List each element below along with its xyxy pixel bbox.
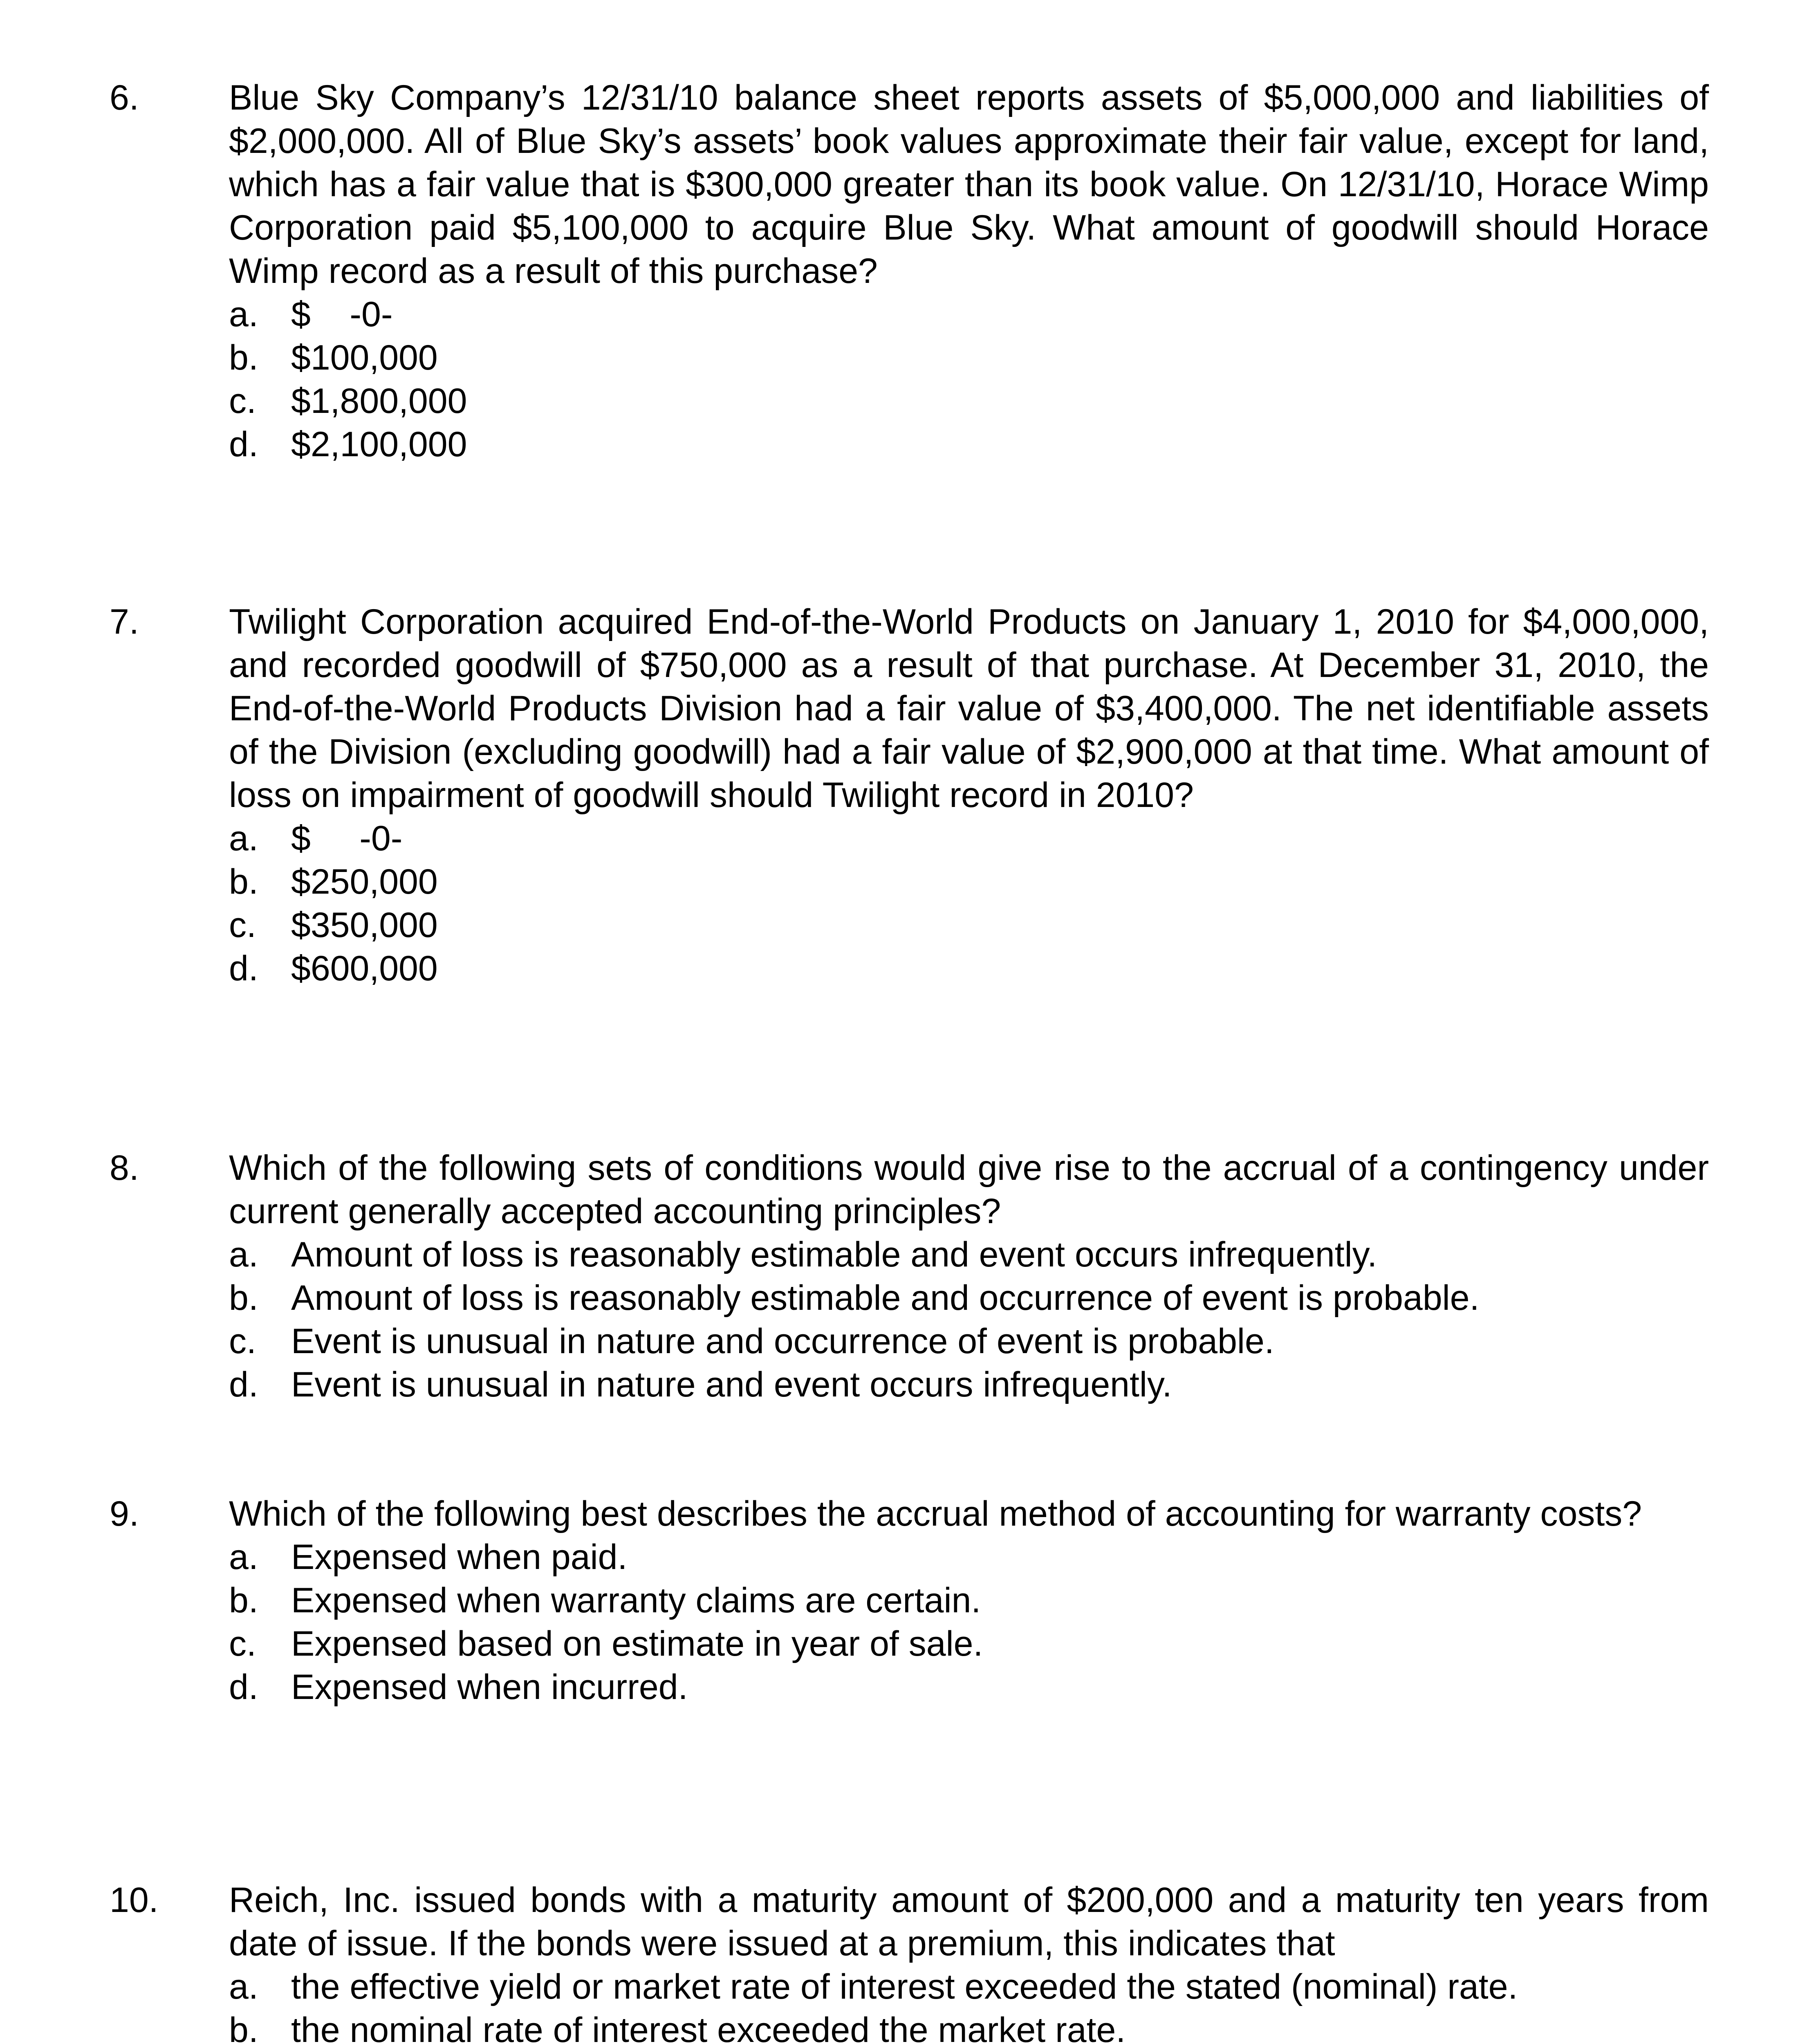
answer-options — [229, 293, 1709, 466]
option-letter: d. — [229, 1667, 258, 1707]
answer-options — [229, 817, 1709, 990]
answer-options — [229, 1535, 1709, 1709]
option-text: Expensed based on estimate in year of sale. — [291, 1624, 983, 1663]
question-stem: Blue Sky Company’s 12/31/10 balance sheet reports assets of $5,000,000 and liabilities of $2,000,000. All of Blue Sky’s assets’ book values approximate their fair value, except for land, which has a fair value that is $300,000 greater than its book value. On 12/31/10, Horace Wimp Corporation paid $5,100,000 to acquire Blue Sky. What amount of goodwill should Horace Wimp record as a result of this purchase? — [229, 78, 1709, 291]
answer-option-b — [229, 860, 1709, 903]
question-number: 9. — [110, 1494, 139, 1533]
answer-option-d — [229, 423, 1709, 466]
question-body — [229, 1492, 1709, 1709]
option-text: Expensed when paid. — [291, 1537, 628, 1577]
answer-option-a — [229, 1535, 1709, 1579]
option-letter: a. — [229, 819, 258, 858]
answer-option-b — [229, 1579, 1709, 1622]
option-letter: b. — [229, 338, 258, 377]
question-number: 7. — [110, 602, 139, 641]
answer-options — [229, 1965, 1709, 2044]
option-text: the nominal rate of interest exceeded the market rate. — [291, 2010, 1126, 2044]
option-letter: b. — [229, 2010, 258, 2044]
answer-option-d — [229, 947, 1709, 990]
option-text: $2,100,000 — [291, 425, 467, 464]
option-letter: b. — [229, 862, 258, 901]
option-letter: d. — [229, 425, 258, 464]
answer-option-b — [229, 336, 1709, 379]
option-text: Amount of loss is reasonably estimable and occurrence of event is probable. — [291, 1278, 1480, 1318]
question-body — [229, 600, 1709, 990]
answer-option-d — [229, 1665, 1709, 1709]
option-text: Event is unusual in nature and event occurs infrequently. — [291, 1365, 1172, 1404]
answer-option-d — [229, 1363, 1709, 1406]
answer-option-b — [229, 2008, 1709, 2044]
answer-option-c — [229, 1622, 1709, 1665]
question-body — [229, 1146, 1709, 1406]
answer-option-b — [229, 1276, 1709, 1320]
option-letter: d. — [229, 949, 258, 988]
question-stem: Which of the following best describes the accrual method of accounting for warranty costs? — [229, 1494, 1642, 1533]
option-letter: b. — [229, 1278, 258, 1318]
option-text: Expensed when incurred. — [291, 1667, 688, 1707]
option-text: Amount of loss is reasonably estimable and event occurs infrequently. — [291, 1235, 1377, 1274]
option-text: $250,000 — [291, 862, 438, 901]
option-letter: c. — [229, 905, 256, 945]
answer-option-c — [229, 1320, 1709, 1363]
option-letter: c. — [229, 1624, 256, 1663]
option-text: $350,000 — [291, 905, 438, 945]
option-text: $1,800,000 — [291, 381, 467, 421]
option-text: Expensed when warranty claims are certain. — [291, 1581, 981, 1620]
answer-option-c — [229, 903, 1709, 947]
option-letter: c. — [229, 381, 256, 421]
option-letter: c. — [229, 1322, 256, 1361]
option-text: the effective yield or market rate of interest exceeded the stated (nominal) rate. — [291, 1967, 1518, 2006]
question-stem: Which of the following sets of conditions would give rise to the accrual of a contingency under current generally accepted accounting principles? — [229, 1148, 1709, 1231]
option-letter: a. — [229, 1967, 258, 2006]
option-letter: b. — [229, 1581, 258, 1620]
option-letter: d. — [229, 1365, 258, 1404]
answer-option-c — [229, 379, 1709, 423]
answer-option-a — [229, 817, 1709, 860]
option-letter: a. — [229, 1235, 258, 1274]
option-letter: a. — [229, 1537, 258, 1577]
answer-options — [229, 1233, 1709, 1406]
question-stem: Twilight Corporation acquired End-of-the-World Products on January 1, 2010 for $4,000,000, and recorded goodwill of $750,000 as a result of that purchase. At December 31, 2010, the End-of-the-World Products Division had a fair value of $3,400,000. The net identifiable assets of the Division (excluding goodwill) had a fair value of $2,900,000 at that time. What amount of loss on impairment of goodwill should Twilight record in 2010? — [229, 602, 1709, 815]
option-text: $ -0- — [291, 295, 393, 334]
answer-option-a — [229, 293, 1709, 336]
question-body — [229, 1878, 1709, 2044]
answer-option-a — [229, 1965, 1709, 2008]
answer-option-a — [229, 1233, 1709, 1276]
option-text: $100,000 — [291, 338, 438, 377]
question-body — [229, 76, 1709, 466]
option-text: $600,000 — [291, 949, 438, 988]
question-number: 10. — [110, 1880, 159, 1920]
question-stem: Reich, Inc. issued bonds with a maturity amount of $200,000 and a maturity ten years from date of issue. If the bonds were issued at a premium, this indicates that — [229, 1880, 1709, 1963]
question-number: 8. — [110, 1148, 139, 1188]
question-number: 6. — [110, 78, 139, 117]
option-text: Event is unusual in nature and occurrence of event is probable. — [291, 1322, 1274, 1361]
option-text: $ -0- — [291, 819, 403, 858]
option-letter: a. — [229, 295, 258, 334]
